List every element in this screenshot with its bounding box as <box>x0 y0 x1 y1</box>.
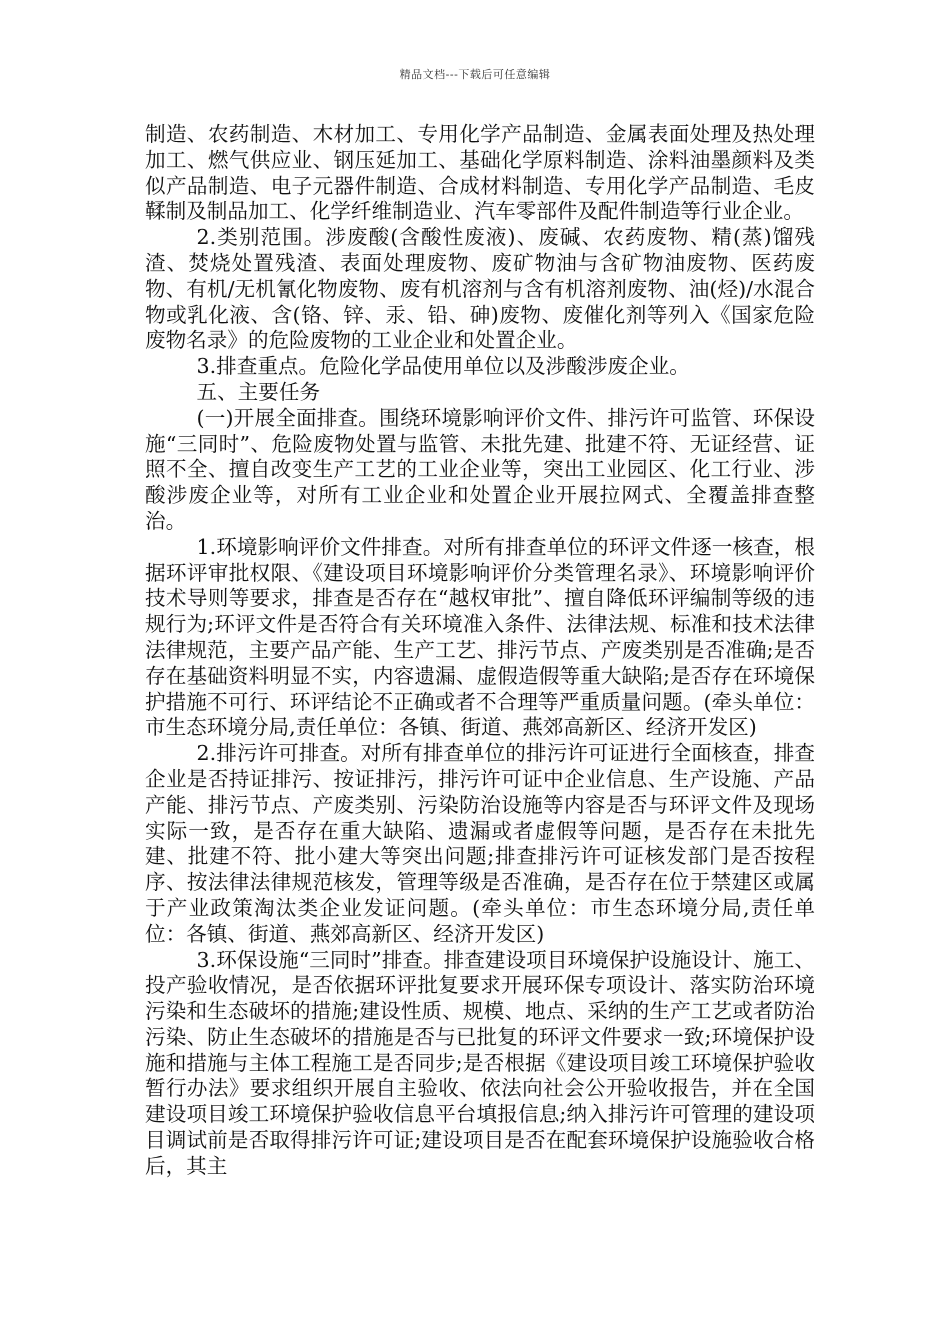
document-body <box>145 122 815 1180</box>
paragraph-three-simultaneous-inspection: 3.环保设施“三同时”排查。排查建设项目环境保护设施设计、施工、投产验收情况，是否依据环评批复要求开展环保专项设计、落实防治环境污染和生态破坏的措施;建设性质、规模、地点、采纳的生产工艺或者防治污染、防止生态破坏的措施是否与已批复的环评文件要求一致;环境保护设施和措施与主体工程施工是否同步;是否根据《建设项目竣工环境保护验收暂行办法》要求组织开展自主验收、依法向社会公开验收报告，并在全国建设项目竣工环境保护验收信息平台填报信息;纳入排污许可管理的建设项目调试前是否取得排污许可证;建设项目是否在配套环境保护设施验收合格后，其主 <box>145 947 815 1178</box>
paragraph-eia-inspection: 1.环境影响评价文件排查。对所有排查单位的环评文件逐一核查，根据环评审批权限、《建设项目环境影响评价分类管理名录》、环境影响评价技术导则等要求，排查是否存在“越权审批”、擅自降低环评编制等级的违规行为;环评文件是否符合有关环境准入条件、法律法规、标准和技术法律法律规范，主要产品产能、生产工艺、排污节点、产废类别是否准确;是否存在基础资料明显不实，内容遗漏、虚假造假等重大缺陷;是否存在环境保护措施不可行、环评结论不正确或者不合理等严重质量问题。(牵头单位：市生态环境分局,责任单位：各镇、街道、燕郊高新区、经济开发区) <box>145 534 815 740</box>
paragraph-permit-inspection: 2.排污许可排查。对所有排查单位的排污许可证进行全面核查，排查企业是否持证排污、按证排污，排污许可证中企业信息、生产设施、产品产能、排污节点、产废类别、污染防治设施等内容是否与环评文件及现场实际一致，是否存在重大缺陷、遗漏或者虚假等问题，是否存在未批先建、批建不符、批小建大等突出问题;排查排污许可证核发部门是否按程序、按法律法律规范核发，管理等级是否准确，是否存在位于禁建区或属于产业政策淘汰类企业发证问题。(牵头单位：市生态环境分局,责任单位：各镇、街道、燕郊高新区、经济开发区) <box>145 741 815 946</box>
paragraph-inspection-focus: 3.排查重点。危险化学品使用单位以及涉酸涉废企业。 <box>196 354 690 379</box>
paragraph-industry-list: 制造、农药制造、木材加工、专用化学产品制造、金属表面处理及热处理加工、燃气供应业、钢压延加工、基础化学原料制造、涂料油墨颜料及类似产品制造、电子元器件制造、合成材料制造、专用化学产品制造、毛皮鞣制及制品加工、化学纤维制造业、汽车零部件及配件制造等行业企业。 <box>145 122 815 224</box>
paragraph-comprehensive-inspection: (一)开展全面排查。围绕环境影响评价文件、排污许可监管、环保设施“三同时”、危险废物处置与监管、未批先建、批建不符、无证经营、证照不全、擅自改变生产工艺的工业企业等，突出工业园区、化工行业、涉酸涉废企业等，对所有工业企业和处置企业开展拉网式、全覆盖排查整治。 <box>145 405 815 533</box>
page-header: 精品文档---下载后可任意编辑 <box>399 68 551 81</box>
section-heading-main-tasks: 五、主要任务 <box>196 379 321 404</box>
paragraph-category-scope: 2.类别范围。涉废酸(含酸性废液)、废碱、农药废物、精(蒸)馏残渣、焚烧处置残渣、表面处理废物、废矿物油与含矿物油废物、医药废物、有机/无机氰化物废物、废有机溶剂与含有机溶剂废物、油(烃)/水混合物或乳化液、含(铬、锌、汞、铅、砷)废物、废催化剂等列入《国家危险废物名录》的危险废物的工业企业和处置企业。 <box>145 225 815 353</box>
